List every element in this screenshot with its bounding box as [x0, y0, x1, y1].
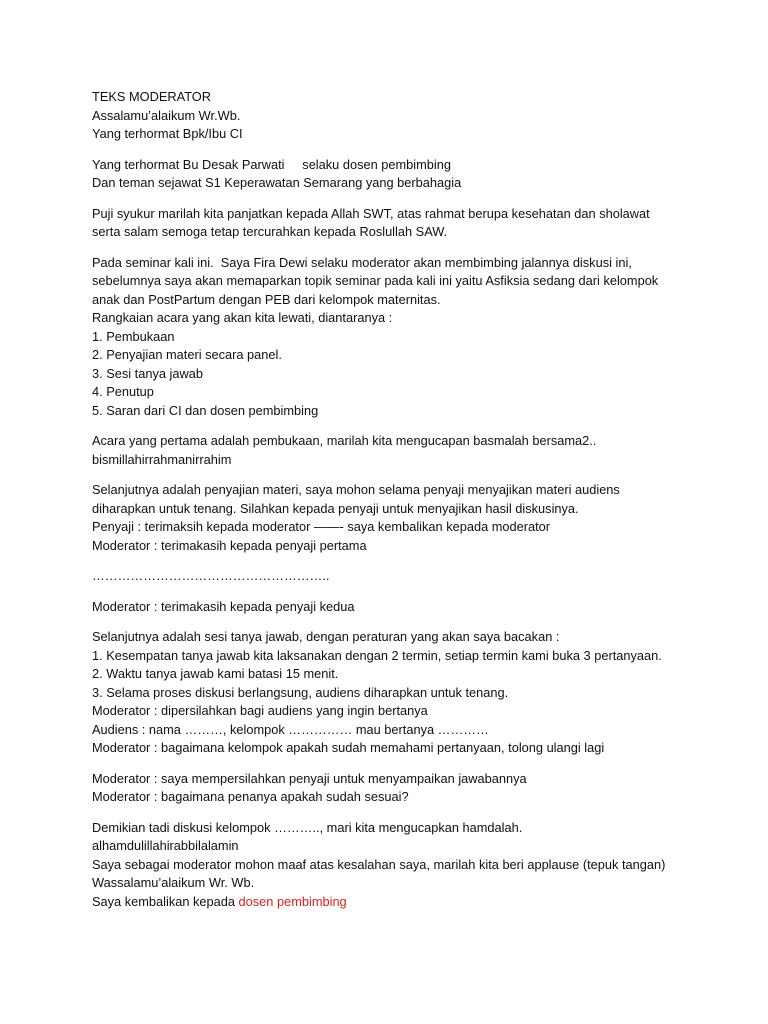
rule-item: 3. Selama proses diskusi berlangsung, audiens diharapkan untuk tenang. [92, 684, 509, 700]
paragraph-greeting [92, 156, 692, 193]
paragraph-opening [92, 88, 692, 144]
text-line: Saya sebagai moderator mohon maaf atas kesalahan saya, marilah kita beri applause (tepuk tangan) [92, 856, 666, 872]
text-line: sebelumnya saya akan memaparkan topik seminar pada kali ini yaitu Asfiksia sedang dari kelompok [92, 273, 659, 288]
text-line: Moderator : saya mempersilahkan penyaji untuk menyampaikan jawabannya [92, 770, 527, 786]
document-body [92, 88, 692, 923]
text-line: Assalamu’alaikum Wr.Wb. [92, 107, 241, 123]
text-line: Selanjutnya adalah penyajian materi, saya mohon selama penyaji menyajikan materi audiens [92, 482, 620, 497]
rule-item: 2. Waktu tanya jawab kami batasi 15 menit. [92, 666, 339, 681]
text-line: anak dan PostPartum dengan PEB dari kelompok maternitas. [92, 291, 441, 307]
text-line: Wassalamu’alaikum Wr. Wb. [92, 875, 255, 890]
text-line: Moderator : terimakasih kepada penyaji pertama [92, 537, 367, 553]
agenda-item: 3. Sesi tanya jawab [92, 365, 203, 381]
rule-item: 1. Kesempatan tanya jawab kita laksanakan dengan 2 termin, setiap termin kami buka 3 pertanyaan. [92, 647, 662, 663]
text-line: ……………………………………………….. [92, 568, 330, 583]
text-line: Dan teman sejawat S1 Keperawatan Semarang yang berbahagia [92, 175, 462, 190]
text-line: Moderator : terimakasih kepada penyaji kedua [92, 598, 355, 614]
paragraph-presentation [92, 481, 692, 555]
paragraph-agenda [92, 254, 692, 421]
text-line: Moderator : dipersilahkan bagi audiens yang ingin bertanya [92, 703, 428, 718]
closing-highlight: dosen pembimbing [238, 893, 347, 909]
text-line: bismillahirrahmanirrahim [92, 451, 232, 467]
document-title: TEKS MODERATOR [92, 89, 211, 104]
closing-line [92, 893, 692, 912]
text-line: Selanjutnya adalah sesi tanya jawab, dengan peraturan yang akan saya bacakan : [92, 629, 560, 644]
closing-prefix: Saya kembalikan kepada [92, 893, 239, 909]
text-line: Demikian tadi diskusi kelompok ……….., mari kita mengucapkan hamdalah. [92, 819, 523, 835]
paragraph-ellipsis [92, 567, 692, 586]
text-line: Moderator : bagaimana kelompok apakah sudah memahami pertanyaan, tolong ulangi lagi [92, 740, 605, 755]
agenda-item: 1. Pembukaan [92, 328, 175, 344]
paragraph-qa-session [92, 628, 692, 758]
text-line: Audiens : nama ………, kelompok …………… mau bertanya ………… [92, 721, 489, 737]
text-line: Moderator : bagaimana penanya apakah sudah sesuai? [92, 789, 409, 804]
text-line: diharapkan untuk tenang. Silahkan kepada penyaji untuk menyajikan hasil diskusinya. [92, 500, 579, 516]
agenda-item: 5. Saran dari CI dan dosen pembimbing [92, 402, 319, 418]
text-line: Yang terhormat Bpk/Ibu CI [92, 126, 243, 141]
text-line: Pada seminar kali ini. Saya Fira Dewi selaku moderator akan membimbing jalannya diskusi ini, [92, 254, 632, 270]
agenda-item: 4. Penutup [92, 384, 154, 399]
agenda-item: 2. Penyajian materi secara panel. [92, 347, 282, 362]
paragraph-opening-session [92, 432, 692, 469]
paragraph-answers [92, 770, 692, 807]
paragraph-closing [92, 819, 692, 912]
text-line: Yang terhormat Bu Desak Parwati selaku dosen pembimbing [92, 156, 451, 172]
paragraph-second-presenter [92, 598, 692, 617]
text-line: Penyaji : terimaksih kepada moderator ——- saya kembalikan kepada moderator [92, 519, 551, 534]
text-line: alhamdulillahirabbilalamin [92, 838, 239, 853]
paragraph-gratitude [92, 205, 692, 242]
text-line: Puji syukur marilah kita panjatkan kepada Allah SWT, atas rahmat berupa kesehatan dan sholawat [92, 205, 650, 221]
text-line: Rangkaian acara yang akan kita lewati, diantaranya : [92, 310, 393, 325]
text-line: serta salam semoga tetap tercurahkan kepada Roslullah SAW. [92, 224, 448, 239]
text-line: Acara yang pertama adalah pembukaan, marilah kita mengucapan basmalah bersama2.. [92, 433, 597, 448]
